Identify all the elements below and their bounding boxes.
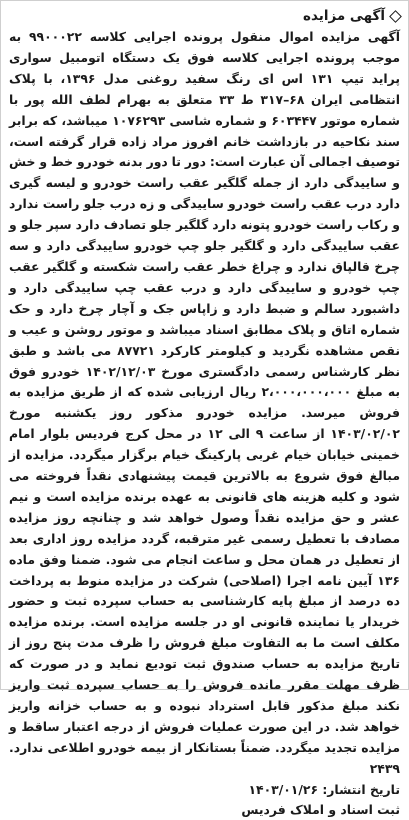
diamond-bullet-icon	[389, 10, 402, 23]
notice-title: آگهی مزایده	[303, 8, 385, 24]
issuer-signature: ثبت اسناد و املاک فردیس	[241, 801, 400, 817]
notice-header	[9, 5, 400, 27]
notice-body: آگهی مزایده اموال منقول پرونده اجرایی کلاسه ۹۹۰۰۰۲۲ به موجب پرونده اجرایی کلاسه فوق یک دستگاه اتومبیل سواری پراید تیپ ۱۳۱ اس ای رنگ سفید روغنی مدل ۱۳۹۶، با پلاک انتظامی ایران ۶۸–۳۱۷ ط ۳۳ متعلق به بهرام لطف الله پور با شماره موتور ۶۰۳۴۴۷ و شماره شاسی ۱۰۷۶۲۹۳ میباشد، که برابر سند نکاحیه در بازداشت خانم افروز مراد زاده قرار گرفته است، توصیف اجمالی آن عبارت است: دور تا دور بدنه خودرو خط و خش و ساییدگی دارد از جمله گلگیر عقب راست خودرو و لیسه گیری دارد درب عقب راست خودرو ساییدگی و زه درب جلو راست ندارد و رکاب راست خودرو پتونه دارد گلگیر جلو تصادف دارد سپر جلو و عقب ساییدگی دارد و گلگیر جلو چپ خودرو ساییدگی دارد و سه چرخ قالپاق ندارد و چراغ خطر عقب راست شکسته و گلگیر عقب چپ خودرو و ساییدگی دارد و درب عقب چپ ساییدگی دارد و داشبورد سالم و ضبط دارد و زاپاس جک و آچار چرخ دارد و حک شماره اتاق و پلاک مطابق اسناد میباشد و موتور روشن و عیب و نقص مشاهده نگردید و کیلومتر کارکرد ۸۷۷۲۱ می باشد و طبق نظر کارشناس رسمی دادگستری مورخ ۱۴۰۲/۱۲/۰۳ خودرو فوق به مبلغ ۲،۰۰۰،۰۰۰،۰۰۰ ریال ارزیابی شده که از طریق مزایده به فروش میرسد. مزایده خودرو مذکور روز یکشنبه مورخ ۱۴۰۳/۰۲/۰۲ از ساعت ۹ الی ۱۲ در محل کرج فردیس بلوار امام خمینی خیابان خیام غربی پارکینگ خیام برگزار میگردد. مزایده از مبالغ فوق شروع به بالاترین قیمت پیشنهادی نقداً فروخته می شود و کلیه هزینه های قانونی به عهده برنده مزایده است و نیم عشر و حق مزایده نقداً وصول خواهد شد و چنانچه روز مزایده مصادف با تعطیل رسمی غیر مترقبه، گردد مزایده روز اداری بعد از تعطیل در همان محل و ساعت انجام می شود. ضمنا وفق ماده ۱۳۶ آیین نامه اجرا (اصلاحی) شرکت در مزایده منوط به پرداخت ده درصد از مبلغ پایه کارشناسی به حساب سپرده ثبت و حضور خریدار یا نماینده قانونی او در جلسه مزایده است. برنده مزایده مکلف است ما به التفاوت مبلغ فروش را ظرف مدت پنج روز از تاریخ مزایده به حساب صندوق ثبت تودیع نماید و در صورت که ظرف مهلت مقرر مانده فروش را به حساب سپرده ثبت واریز نکند مبلغ مذکور قابل استرداد نبوده و به حساب خزانه واریز خواهد شد. در این صورت عملیات فروش از درجه اعتبار ساقط و مزایده تجدید میگردد. ضمناً بستانکار از بیمه خودرو اطلاعی ندارد. ۲۴۳۹	[9, 29, 400, 776]
publication-date: تاریخ انتشار: ۱۴۰۳/۰۱/۲۶	[248, 781, 400, 797]
